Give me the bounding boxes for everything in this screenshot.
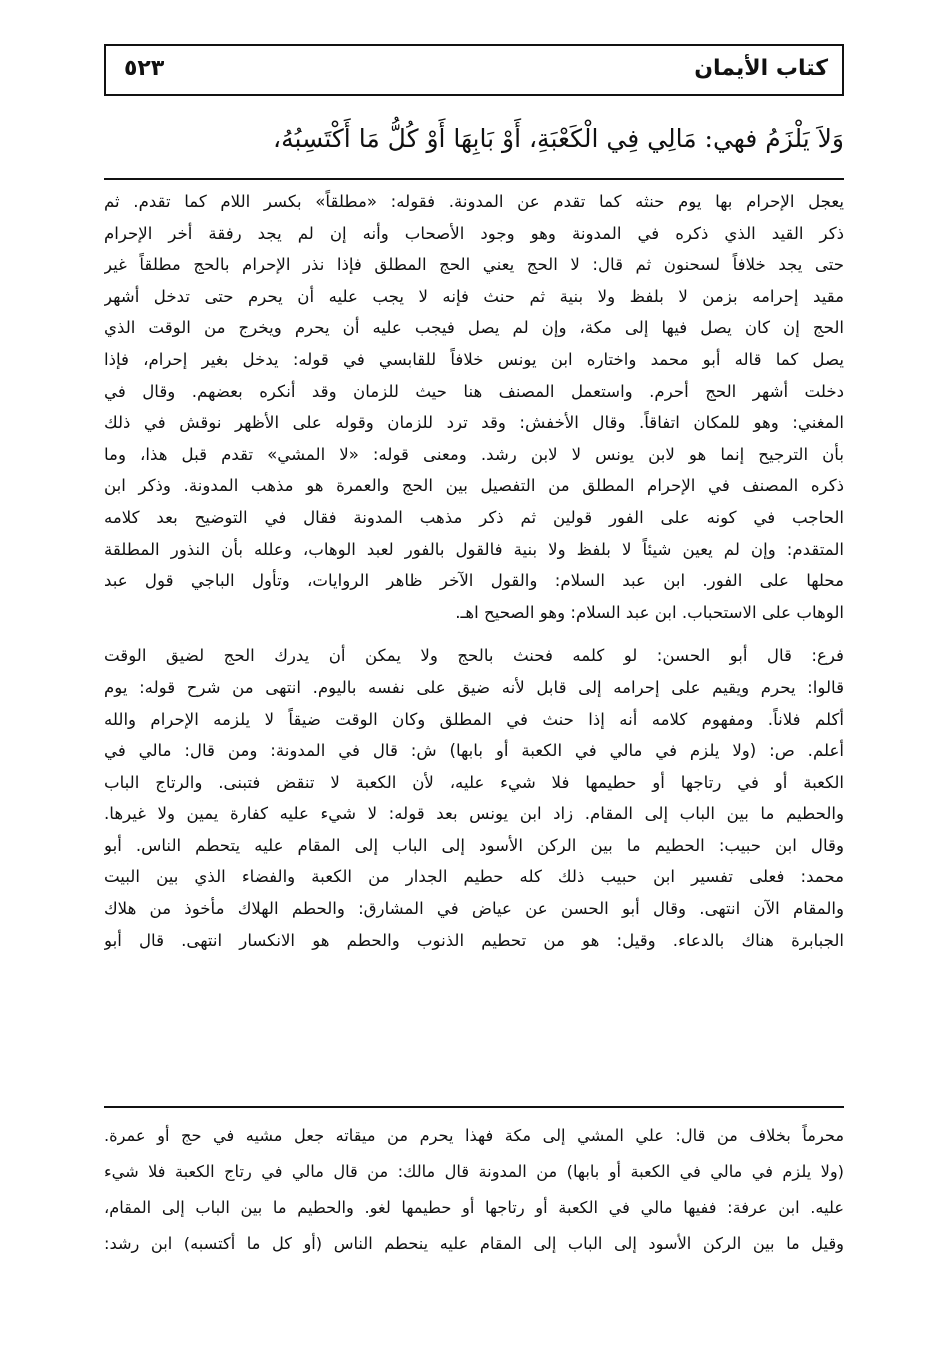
commentary-line: مقيد إحرامه بزمن لا بلفظ ولا بنية ثم حنث فإنه لا يجب عليه أن يحرم حتى تدخل أشهر — [104, 286, 844, 306]
page-header — [104, 44, 844, 96]
footnote-line: وقيل ما بين الركن الأسود إلى الباب إلى المقام عليه ينحطم الناس (أو كل ما أكتسبه) ابن رشد: — [104, 1234, 844, 1253]
commentary-line: وقال ابن حبيب: الحطيم ما بين الركن الأسود إلى الباب إلى المقام عليه يتحطم الناس. أبو — [104, 835, 844, 855]
commentary-line: يصل كما قاله أبو محمد واختاره ابن يونس خلافاً للقابسي في قوله: يدخل بغير إحرام، فإذا — [104, 349, 844, 369]
commentary-line: الكعبة أو في رتاجها أو حطيمها فلا شيء عليه، لأن الكعبة لا تنقض فتبنى. والرتاج الباب — [104, 772, 844, 792]
commentary-line: أكلم فلاناً. ومفهوم كلامه أنه إذا حنث في المطلق وكان الوقت ضيقاً لا يلزمه الإحرام والله — [104, 709, 844, 729]
matn-divider — [104, 178, 844, 180]
commentary-text — [104, 186, 844, 956]
commentary-line: فرع: قال أبو الحسن: لو كلمه فحنث بالحج ولا يمكن أن يدرك الحج لضيق الوقت — [104, 646, 844, 666]
commentary-line: المتقدم: وإن لم يعين شيئاً لا بلفظ ولا بنية فالقول بالفور لعبد الوهاب، وعلله بأن النذور المطلقة — [104, 539, 844, 559]
commentary-line: دخلت أشهر الحج أحرم. واستعمل المصنف هنا حيث للزمان وقد أنكره بعضهم. وقال في — [104, 381, 844, 401]
matn-text: وَلاَ يَلْزَمُ فهي: مَالِي فِي الْكَعْبَةِ، أَوْ بَابِهَا أَوْ كُلُّ مَا أَكْتَسِبُهُ، — [273, 124, 844, 153]
footnote-line: (ولا يلزم في مالي في الكعبة أو بابها) من المدونة قال مالك: من قال مالي في رتاج الكعبة فلا شيء — [104, 1162, 844, 1181]
chapter-title: كتاب الأيمان — [694, 56, 828, 81]
page-number: ٥٢٣ — [124, 56, 165, 81]
commentary-line: يعجل الإحرام بها يوم حنثه كما تقدم عن المدونة. فقوله: «مطلقاً» بكسر اللام كما تقدم. ثم — [104, 192, 844, 211]
commentary-line: المغني: وهو للمكان اتفاقاً. وقال الأخفش: وقد ترد للزمان وقوله على الأظهر نوقش في ذلك — [104, 413, 844, 433]
commentary-line: الحاجب في كونه على الفور قولين ثم ذكر مذهب المدونة فقال في التوضيح بعد كلامه — [104, 507, 844, 527]
commentary-line: قالوا: يحرم ويقيم على إحرامه إلى قابل لأنه ضيق على نفسه باليوم. انتهى من شرح قوله: يوم — [104, 677, 844, 697]
footnote-divider — [104, 1106, 844, 1108]
commentary-line: محمد: فعلى تفسير ابن حبيب ذلك كله حطيم الجدار من الكعبة والفضاء الذي بين البيت — [104, 867, 844, 887]
commentary-line: ذكره المصنف في الإحرام المطلق من التفصيل بين الحج والعمرة هو مذهب المدونة. وذكر ابن — [104, 476, 844, 496]
footnote-text — [104, 1118, 844, 1262]
commentary-line: أعلم. ص: (ولا يلزم في مالي في الكعبة أو بابها) ش: قال في المدونة: ومن قال: مالي في — [104, 741, 844, 761]
commentary-line: الحج إن كان يصل فيها إلى مكة، وإن لم يصل فيجب عليه أن يحرم ويخرج من الوقت الذي — [104, 318, 844, 338]
commentary-line: حتى يجد خلافاً لسحنون ثم قال: لا الحج يعني الحج المطلق فإذا نذر الإحرام بالحج مطلقاً غير — [104, 255, 844, 275]
commentary-line: ذكر القيد الذي ذكره في المدونة وهو وجود الأصحاب وأنه إن لم يجد رفقة أخر الإحرام — [104, 223, 844, 243]
commentary-line: والحطيم ما بين الباب إلى المقام. زاد ابن يونس بعد قوله: لا شيء عليه كفارة يمين ولا غيرها. — [104, 804, 844, 824]
commentary-line: بأن الترجيح إنما هو لابن يونس لا لابن رشد. ومعنى قوله: «لا المشي» تقدم قبل هذا، وما — [104, 444, 844, 464]
commentary-line: الجبابرة هناك بالدعاء. وقيل: هو من تحطيم الذنوب والحطم هو الانكسار انتهى. قال أبو — [104, 930, 844, 950]
commentary-line: الوهاب على الاستحباب. ابن عبد السلام: وهو الصحيح اهـ. — [455, 602, 844, 622]
commentary-line: محلها على الفور. ابن عبد السلام: والقول الآخر ظاهر الروايات، وتأول الباجي قول عبد — [104, 571, 844, 591]
footnote-line: محرماً بخلاف من قال: علي المشي إلى مكة فهذا يحرم من ميقاته جعل مشيه في حج أو عمرة. — [104, 1126, 844, 1145]
paragraph-gap — [104, 628, 844, 640]
commentary-line: والمقام الآن انتهى. وقال أبو الحسن عن عياض في المشارق: والحطم الهلاك مأخوذ من هلاك — [104, 899, 844, 919]
footnote-line: عليه. ابن عرفة: ففيها مالي في الكعبة أو رتاجها أو حطيمها لغو. والحطيم ما بين الباب إلى المقام، — [104, 1198, 844, 1217]
